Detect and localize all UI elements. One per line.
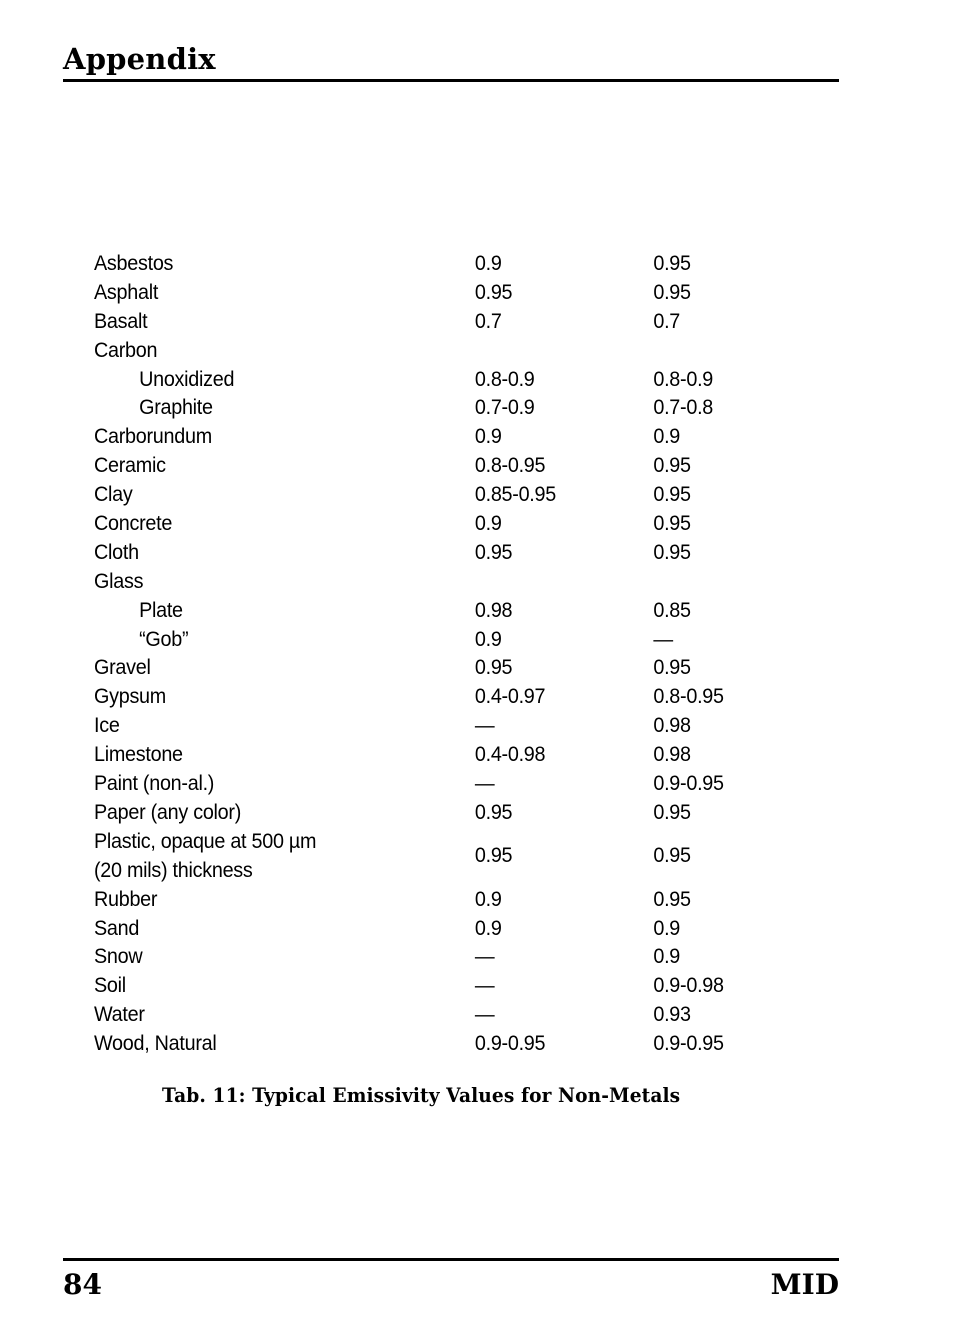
emissivity-value-1: 0.9 (474, 251, 502, 275)
material-cell: Water (94, 1002, 145, 1027)
material-cell: Ceramic (94, 453, 166, 478)
table-row (94, 1029, 738, 1058)
material-line-1: Plastic, opaque at 500 µm (94, 828, 317, 853)
emissivity-value-2: 0.95 (653, 886, 691, 911)
emissivity-value-1: 0.4-0.97 (474, 684, 546, 709)
emissivity-value-1: 0.85-0.95 (474, 482, 556, 507)
emissivity-value-1: 0.9 (474, 424, 502, 449)
table-row (94, 365, 738, 394)
page-title: Appendix (63, 42, 216, 76)
table-row (94, 827, 738, 885)
material-cell: Concrete (94, 511, 173, 536)
material-cell: Soil (94, 973, 126, 998)
material-cell: Rubber (94, 886, 158, 911)
table-row (94, 1000, 738, 1029)
table-row (94, 740, 738, 769)
material-cell: Clay (94, 482, 133, 507)
table-row (94, 769, 738, 798)
emissivity-value-2: 0.9 (653, 424, 681, 449)
emissivity-value-1: 0.95 (474, 279, 513, 304)
emissivity-value-1: 0.95 (474, 539, 513, 564)
emissivity-value-1: 0.8-0.9 (474, 366, 535, 391)
table-row (94, 278, 738, 307)
emissivity-value-1: — (474, 944, 495, 969)
table-row (94, 393, 738, 422)
table-caption: Tab. 11: Typical Emissivity Values for Non-Metals (162, 1083, 681, 1107)
emissivity-value-1: 0.9 (474, 915, 502, 940)
table-row (94, 249, 738, 278)
material-cell (94, 827, 316, 885)
emissivity-value-2: 0.9 (653, 944, 681, 969)
table-row (94, 682, 738, 711)
emissivity-value-2: 0.9-0.95 (653, 1031, 724, 1056)
table-row (94, 538, 738, 567)
header-rule (63, 79, 839, 82)
table-row (94, 971, 738, 1000)
emissivity-value-1: 0.7-0.9 (474, 395, 535, 420)
emissivity-value-1: 0.9 (474, 886, 502, 911)
material-cell: Cloth (94, 539, 139, 564)
material-cell: Paint (non-al.) (94, 771, 215, 796)
material-cell: “Gob” (139, 626, 189, 651)
emissivity-value-1: 0.95 (474, 843, 513, 868)
material-cell: Sand (94, 915, 140, 940)
table-row (94, 625, 738, 654)
emissivity-value-1: 0.95 (474, 799, 513, 824)
emissivity-value-2: 0.95 (653, 539, 691, 564)
emissivity-value-2: 0.93 (653, 1002, 691, 1027)
emissivity-value-2: 0.8-0.9 (653, 366, 714, 391)
emissivity-value-1: 0.8-0.95 (474, 453, 546, 478)
emissivity-table (94, 249, 738, 1058)
emissivity-value-1: — (474, 713, 495, 738)
material-line-2: (20 mils) thickness (94, 857, 253, 882)
emissivity-value-1: — (474, 771, 495, 796)
page-number: 84 (63, 1268, 102, 1301)
emissivity-value-2: 0.95 (653, 251, 691, 275)
table-row (94, 596, 738, 625)
table-row (94, 509, 738, 538)
table-row (94, 567, 738, 596)
material-cell: Basalt (94, 308, 148, 333)
emissivity-value-2: 0.95 (653, 453, 691, 478)
emissivity-value-2: 0.98 (653, 742, 691, 767)
emissivity-value-2: 0.85 (653, 597, 691, 622)
product-name: MID (770, 1268, 839, 1301)
material-cell: Carborundum (94, 424, 212, 449)
footer-rule (63, 1258, 839, 1261)
table-row (94, 451, 738, 480)
table-row (94, 914, 738, 943)
emissivity-value-2: 0.8-0.95 (653, 684, 724, 709)
table-row (94, 336, 738, 365)
emissivity-value-1: 0.7 (474, 308, 502, 333)
emissivity-value-2: 0.7-0.8 (653, 395, 714, 420)
table-row (94, 480, 738, 509)
emissivity-value-1: 0.9-0.95 (474, 1031, 546, 1056)
material-cell: Limestone (94, 742, 183, 767)
table-row (94, 885, 738, 914)
material-cell: Unoxidized (139, 366, 235, 391)
table-row (94, 798, 738, 827)
material-cell: Graphite (139, 395, 213, 420)
material-cell: Wood, Natural (94, 1031, 217, 1056)
emissivity-value-1: 0.98 (474, 597, 513, 622)
emissivity-value-2: 0.95 (653, 655, 691, 680)
table-row (94, 422, 738, 451)
emissivity-value-2: 0.9-0.98 (653, 973, 724, 998)
material-cell: Asphalt (94, 279, 159, 304)
material-cell: Snow (94, 944, 143, 969)
emissivity-value-1: 0.95 (474, 655, 513, 680)
material-cell: Paper (any color) (94, 799, 242, 824)
emissivity-value-2: 0.95 (653, 482, 691, 507)
emissivity-value-1: 0.9 (474, 626, 502, 651)
table-row (94, 653, 738, 682)
table-row (94, 942, 738, 971)
material-cell: Ice (94, 713, 120, 738)
table-row (94, 307, 738, 336)
emissivity-value-1: 0.4-0.98 (474, 742, 546, 767)
emissivity-value-2: 0.7 (653, 308, 681, 333)
material-cell: Gypsum (94, 684, 166, 709)
material-cell: Asbestos (94, 251, 174, 275)
material-cell: Gravel (94, 655, 151, 680)
emissivity-value-2: 0.95 (653, 511, 691, 536)
table-row (94, 711, 738, 740)
emissivity-value-2: 0.98 (653, 713, 691, 738)
material-cell: Glass (94, 568, 144, 593)
emissivity-value-2: 0.9 (653, 915, 681, 940)
emissivity-value-2: 0.9-0.95 (653, 771, 724, 796)
emissivity-value-1: 0.9 (474, 511, 502, 536)
emissivity-value-1: — (474, 973, 495, 998)
emissivity-value-2: 0.95 (653, 799, 691, 824)
emissivity-value-2: 0.95 (653, 279, 691, 304)
material-cell: Carbon (94, 337, 158, 362)
emissivity-value-1: — (474, 1002, 495, 1027)
emissivity-value-2: 0.95 (653, 843, 691, 868)
emissivity-value-2: — (653, 626, 673, 651)
material-cell: Plate (139, 597, 183, 622)
